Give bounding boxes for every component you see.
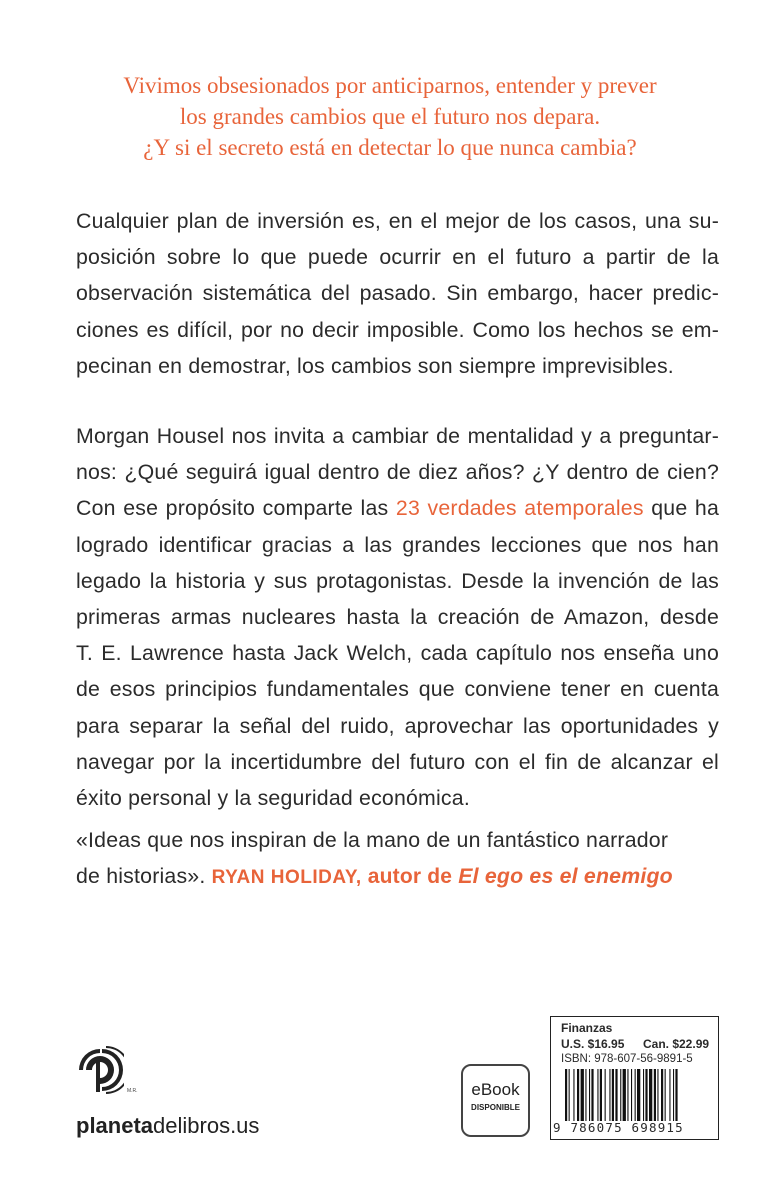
barcode-bar bbox=[673, 1069, 674, 1121]
text-segment: de historias». bbox=[76, 864, 212, 889]
barcode-bar bbox=[654, 1069, 656, 1121]
isbn: ISBN: 978-607-56-9891-5 bbox=[561, 1053, 693, 1065]
text-line: navegar por la incertidumbre del futuro con el fin de alcanzar el bbox=[76, 749, 719, 774]
quote-line-1: «Ideas que nos inspiran de la mano de un fantástico narrador bbox=[76, 828, 669, 852]
barcode-bar bbox=[631, 1069, 632, 1121]
can-price: Can. $22.99 bbox=[643, 1037, 710, 1051]
barcode-bar bbox=[577, 1069, 579, 1121]
barcode-bar bbox=[620, 1069, 621, 1121]
text-line: nos: ¿Qué seguirá igual dentro de diez años? ¿Y dentro de cien? bbox=[76, 460, 719, 485]
registered-mark: M.R. bbox=[127, 1088, 138, 1094]
barcode-bar bbox=[569, 1069, 570, 1121]
tagline-line-1: Vivimos obsesionados por anticiparnos, entender y prever bbox=[123, 73, 657, 98]
barcode-bar bbox=[657, 1069, 658, 1121]
highlight-phrase: 23 verdades atemporales bbox=[395, 496, 644, 521]
quote-author: RYAN HOLIDAY, bbox=[211, 867, 362, 889]
barcode-bar bbox=[605, 1069, 606, 1121]
barcode-bar bbox=[661, 1069, 663, 1121]
barcode-bar bbox=[573, 1069, 574, 1121]
barcode-bar bbox=[581, 1069, 584, 1121]
quote-source-title: El ego es el enemigo bbox=[458, 864, 673, 889]
publisher-website bbox=[76, 1113, 259, 1139]
barcode-bar bbox=[627, 1069, 628, 1121]
synopsis-paragraph-1 bbox=[76, 203, 719, 384]
ebook-label: eBook bbox=[471, 1080, 520, 1099]
barcode-bar bbox=[675, 1069, 677, 1121]
tagline-line-2: los grandes cambios que el futuro nos depara. bbox=[179, 104, 601, 129]
barcode-bar bbox=[635, 1069, 636, 1121]
text-line: observación sistemática del pasado. Sin embargo, hacer predic- bbox=[76, 281, 719, 306]
barcode-bar bbox=[623, 1069, 626, 1121]
text-line: éxito personal y la seguridad económica. bbox=[76, 786, 470, 811]
barcode-bar bbox=[600, 1069, 602, 1121]
barcode-bar bbox=[665, 1069, 666, 1121]
barcode-bar bbox=[649, 1069, 652, 1121]
tagline-line-3: ¿Y si el secreto está en detectar lo que nunca cambia? bbox=[143, 135, 637, 160]
barcode-bar bbox=[643, 1069, 644, 1121]
barcode-bar bbox=[585, 1069, 586, 1121]
tagline bbox=[60, 70, 720, 163]
barcode-bar bbox=[589, 1069, 590, 1121]
barcode-bar bbox=[645, 1069, 647, 1121]
text-line: Morgan Housel nos invita a cambiar de mentalidad y a preguntar- bbox=[76, 424, 719, 448]
synopsis-paragraph-2 bbox=[76, 418, 719, 816]
barcode-bar bbox=[597, 1069, 598, 1121]
text-line bbox=[76, 490, 719, 526]
barcode-bar bbox=[609, 1069, 610, 1121]
planeta-logo-icon bbox=[76, 1046, 124, 1094]
text-line: de esos principios fundamentales que conviene tener en cuenta bbox=[76, 677, 719, 702]
site-rest: delibros.us bbox=[153, 1113, 260, 1138]
text-line: posición sobre lo que puede ocurrir en el futuro a partir de la bbox=[76, 245, 719, 270]
quote-line-2 bbox=[76, 858, 719, 896]
text-line: legado la historia y sus protagonistas. Desde la invención de las bbox=[76, 568, 719, 593]
barcode-bar bbox=[637, 1069, 640, 1121]
text-line: logrado identificar gracias a las grandes lecciones que nos han bbox=[76, 532, 719, 557]
ebook-badge bbox=[461, 1064, 530, 1137]
text-segment: autor de bbox=[361, 865, 459, 889]
barcode-bar bbox=[591, 1069, 593, 1121]
ebook-sub: DISPONIBLE bbox=[471, 1103, 520, 1112]
barcode-icon bbox=[565, 1069, 715, 1121]
text-line: ciones es difícil, por no decir imposible. Como los hechos se em- bbox=[76, 317, 719, 342]
barcode-bar bbox=[669, 1069, 670, 1121]
text-line: para separar la señal del ruido, aprovechar las oportunidades y bbox=[76, 713, 719, 738]
text-line: pecinan en demostrar, los cambios son siempre imprevisibles. bbox=[76, 353, 674, 378]
text-line: primeras armas nucleares hasta la creación de Amazon, desde bbox=[76, 605, 719, 630]
barcode-number: 9 786075 698915 bbox=[553, 1120, 684, 1135]
barcode-bar bbox=[565, 1069, 567, 1121]
endorsement-quote bbox=[76, 822, 719, 896]
barcode-bar bbox=[615, 1069, 617, 1121]
text-line: Cualquier plan de inversión es, en el mejor de los casos, una su- bbox=[76, 209, 719, 233]
text-line: T. E. Lawrence hasta Jack Welch, cada capítulo nos enseña uno bbox=[76, 641, 719, 666]
price-box bbox=[550, 1016, 719, 1140]
text-segment: que ha bbox=[643, 496, 719, 521]
us-price: U.S. $16.95 bbox=[561, 1037, 625, 1051]
category-label: Finanzas bbox=[561, 1021, 613, 1035]
barcode-bar bbox=[612, 1069, 614, 1121]
site-bold: planeta bbox=[76, 1113, 154, 1138]
text-segment: Con ese propósito comparte las bbox=[76, 496, 396, 521]
